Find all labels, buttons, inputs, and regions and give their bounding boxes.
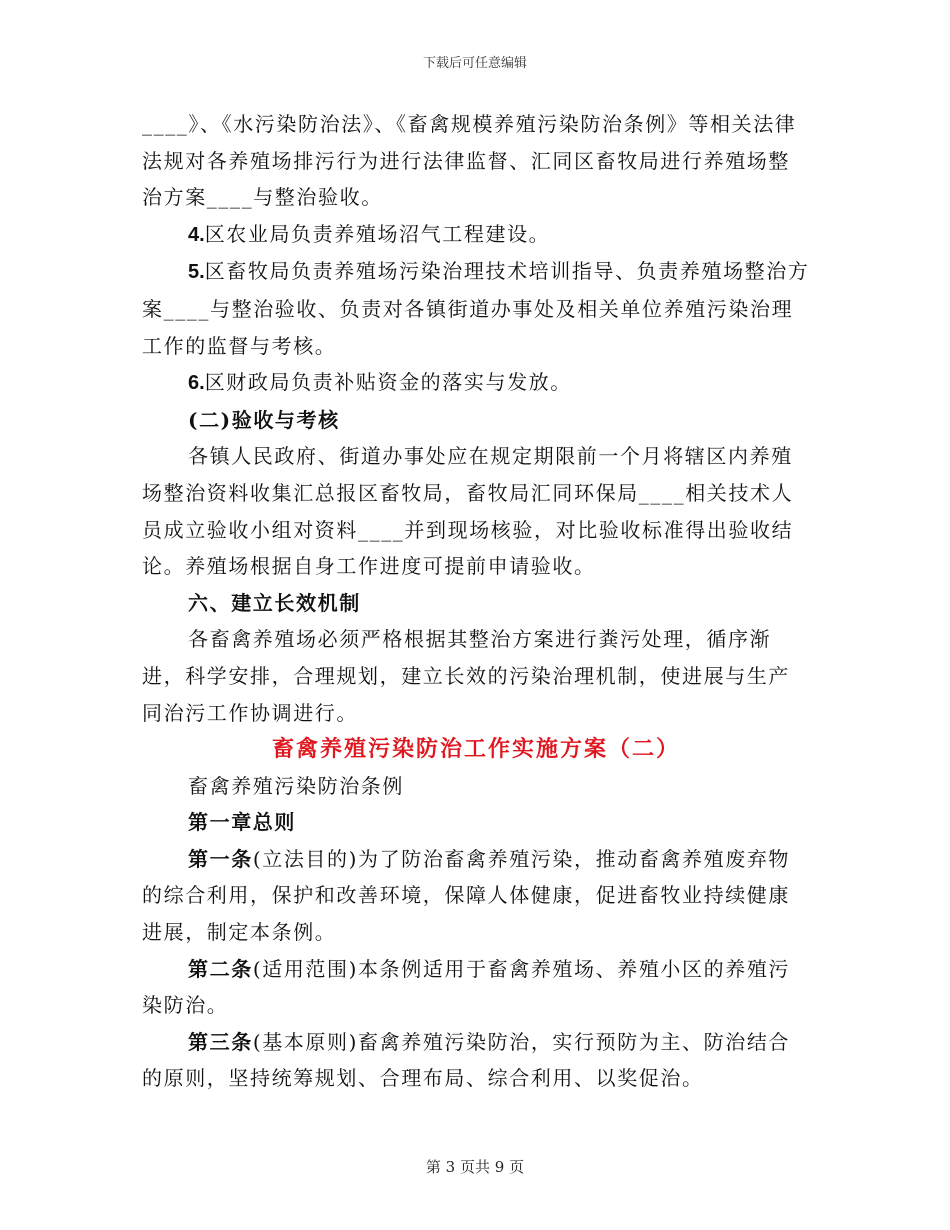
article-1 [142,841,810,951]
article-2 [142,951,810,1024]
article-2-text: (适用范围)本条例适用于畜禽养殖场、养殖小区的养殖污染防治。 [142,956,791,1018]
article-3 [142,1024,810,1097]
item-6-number: 6. [188,372,205,395]
article-3-label: 第三条 [188,1029,253,1054]
paragraph-regulations: ____》、《水污染防治法》、《畜禽规模养殖污染防治条例》等相关法律法规对各养殖场排污行为进行法律监督、汇同区畜牧局进行养殖场整治方案____与整治验收。 [142,112,797,210]
document-title: 畜禽养殖污染防治工作实施方案（二） [271,736,680,763]
document-body [142,106,810,1097]
item-6-text: 区财政局负责补贴资金的落实与发放。 [204,370,572,395]
paragraph-acceptance: 各镇人民政府、街道办事处应在规定期限前一个月将辖区内养殖场整治资料收集汇总报区畜牧局，畜牧局汇同环保局____相关技术人员成立验收小组对资料____并到现场核验，对比验收标准得出验收结论。养殖场根据自身工作进度可提前申请验收。 [142,444,794,579]
regulation-name: 畜禽养殖污染防治条例 [188,773,404,798]
article-1-text: (立法目的)为了防治畜禽养殖污染，推动畜禽养殖废弃物的综合利用，保护和改善环境，保障人体健康，促进畜牧业持续健康进展，制定本条例。 [142,846,791,945]
chapter-heading: 第一章总则 [188,810,296,835]
article-3-text: (基本原则)畜禽养殖污染防治，实行预防为主、防治结合的原则，坚持统筹规划、合理布局、综合利用、以奖促治。 [142,1029,791,1091]
item-6 [142,364,810,402]
item-5 [142,253,810,364]
section-heading-mechanism: 六、建立长效机制 [188,590,361,615]
item-4-text: 区农业局负责养殖场沼气工程建设。 [204,221,551,246]
page-footer: 第 3 页共 9 页 [425,1158,525,1176]
item-5-text: 区畜牧局负责养殖场污染治理技术培训指导、负责养殖场整治方案____与整治验收、负责对各镇街道办事处及相关单位养殖污染治理工作的监督与考核。 [142,259,810,358]
article-1-label: 第一条 [188,846,253,871]
page-header: 下载后可任意编辑 [422,56,527,71]
section-heading-acceptance: (二)验收与考核 [188,407,340,432]
item-4 [142,216,810,254]
item-4-number: 4. [188,223,205,246]
article-2-label: 第二条 [188,956,253,981]
item-5-number: 5. [188,261,205,284]
paragraph-mechanism: 各畜禽养殖场必须严格根据其整治方案进行粪污处理，循序渐进，科学安排，合理规划，建立长效的污染治理机制，使进展与生产同治污工作协调进行。 [142,627,790,725]
